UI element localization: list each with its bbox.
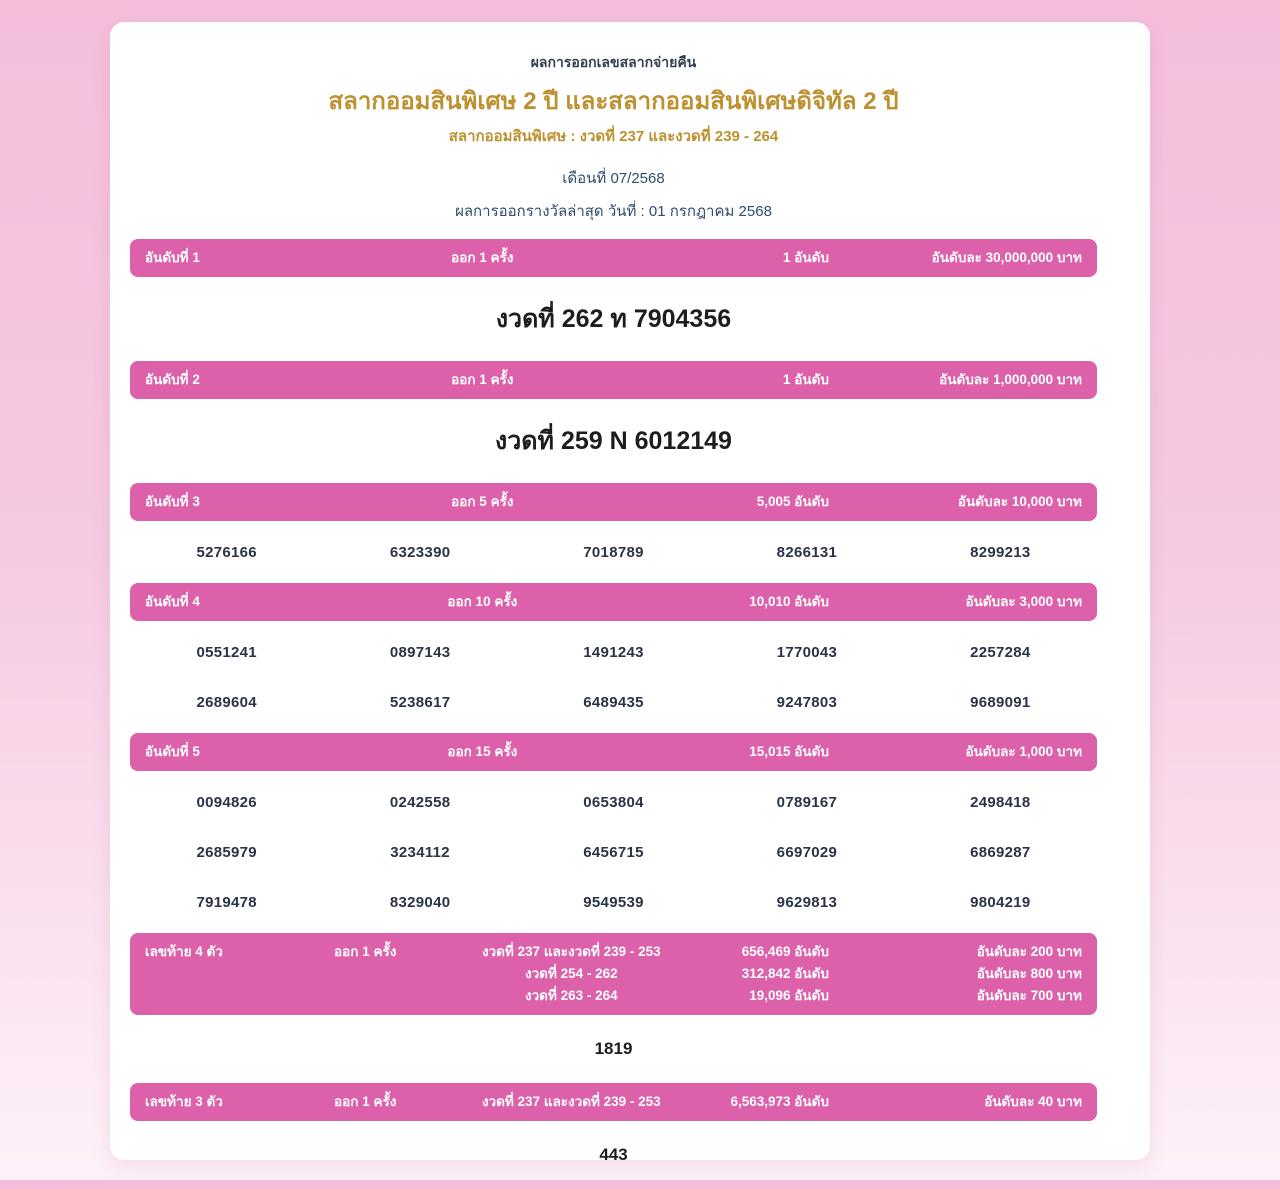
rank-label: อันดับที่ 1 — [145, 250, 200, 265]
winning-number: 2257284 — [970, 643, 1031, 661]
page-title: สลากออมสินพิเศษ 2 ปี และสลากออมสินพิเศษดิจิทัล 2 ปี — [328, 88, 899, 115]
winning-number: 9629813 — [776, 893, 838, 911]
winning-number: 0653804 — [583, 793, 644, 811]
prize-amount-label: อันดับละ 30,000,000 บาท — [931, 250, 1082, 265]
numbers-row — [130, 877, 1097, 927]
draw-range-subtitle: สลากออมสินพิเศษ : งวดที่ 237 และงวดที่ 239 - 264 — [448, 128, 779, 145]
tail-period-line: งวดที่ 237 และงวดที่ 239 - 253 — [481, 944, 661, 959]
winning-number: 0789167 — [776, 793, 838, 811]
winning-number: 8299213 — [970, 543, 1031, 561]
winner-count-label: 1 อันดับ — [783, 372, 829, 387]
rank-label: อันดับที่ 2 — [145, 372, 200, 387]
prize-banner — [130, 361, 1097, 399]
prize-rank-section — [130, 733, 1097, 933]
winner-count-label: 10,010 อันดับ — [749, 594, 829, 609]
prize-amount-label: อันดับละ 1,000,000 บาท — [939, 372, 1082, 387]
tail-count-line: 6,563,973 อันดับ — [730, 1094, 829, 1109]
prize-amount-label: อันดับละ 1,000 บาท — [965, 744, 1082, 759]
rank-label: อันดับที่ 3 — [145, 494, 200, 509]
prize-banner — [130, 583, 1097, 621]
winner-count-column — [698, 941, 829, 1007]
rank-label: อันดับที่ 5 — [145, 744, 200, 759]
winning-number: 2689604 — [196, 693, 257, 711]
winning-number: 3234112 — [390, 843, 450, 861]
tail-prize-line: อันดับละ 800 บาท — [976, 966, 1082, 981]
draw-count-label: ออก 10 ครั้ง — [447, 594, 518, 609]
winning-number: 6489435 — [583, 693, 644, 711]
tail-prize-line: อันดับละ 700 บาท — [976, 988, 1082, 1003]
lottery-results-card — [110, 22, 1150, 1164]
winner-count-label: 15,015 อันดับ — [749, 744, 829, 759]
prize-rank-section — [130, 361, 1097, 483]
winning-number: 1770043 — [776, 643, 838, 661]
period-column — [445, 1091, 698, 1113]
winning-number: 9804219 — [970, 893, 1031, 911]
prize-banner — [130, 483, 1097, 521]
month-label: เดือนที่ 07/2568 — [562, 170, 665, 187]
prize-rank-section — [130, 483, 1097, 583]
winning-number: 0551241 — [196, 643, 257, 661]
winner-count-label: 1 อันดับ — [783, 250, 829, 265]
page-subtitle: ผลการออกเลขสลากจ่ายคืน — [530, 54, 697, 70]
tail-number-section — [130, 933, 1097, 1083]
tail-period-line: งวดที่ 263 - 264 — [525, 988, 618, 1003]
tail-prize-banner — [130, 933, 1097, 1015]
winning-numbers-grid — [130, 621, 1097, 733]
tail-count-line: 656,469 อันดับ — [741, 944, 829, 959]
winning-number: 443 — [599, 1145, 628, 1164]
numbers-row — [130, 677, 1097, 727]
winner-count-label: 5,005 อันดับ — [756, 494, 829, 509]
numbers-row — [130, 777, 1097, 827]
numbers-row — [130, 627, 1097, 677]
winning-number: 1819 — [594, 1039, 633, 1058]
prize-amount-column — [829, 941, 1082, 1007]
prize-amount-label: อันดับละ 10,000 บาท — [957, 494, 1082, 509]
draw-count-label: ออก 1 ครั้ง — [334, 1094, 397, 1109]
results-header — [130, 52, 1097, 223]
winning-number: 8266131 — [776, 543, 838, 561]
prize-rank-section — [130, 239, 1097, 361]
tail-label: เลขท้าย 4 ตัว — [145, 944, 223, 959]
winner-count-column — [698, 1091, 829, 1113]
latest-draw-date: ผลการออกรางวัลล่าสุด วันที่ : 01 กรกฎาคม 2568 — [455, 203, 772, 220]
winning-number: 6456715 — [583, 843, 644, 861]
winning-number: 2498418 — [970, 793, 1031, 811]
prize-rank-section — [130, 583, 1097, 733]
prize-amount-column — [829, 1091, 1082, 1113]
tail-count-line: 312,842 อันดับ — [741, 966, 829, 981]
winning-number: 8329040 — [389, 893, 451, 911]
winning-number: 7018789 — [583, 543, 644, 561]
tail-prize-banner — [130, 1083, 1097, 1121]
tail-period-line: งวดที่ 237 และงวดที่ 239 - 253 — [481, 1094, 661, 1109]
draw-count-label: ออก 1 ครั้ง — [334, 944, 397, 959]
numbers-row — [130, 827, 1097, 877]
draw-count-label: ออก 1 ครั้ง — [451, 372, 514, 387]
rank-label: อันดับที่ 4 — [145, 594, 200, 609]
winning-numbers-grid — [130, 521, 1097, 583]
winning-number: 9689091 — [970, 693, 1031, 711]
winning-number: 7919478 — [196, 893, 257, 911]
winning-number: 9549539 — [583, 893, 644, 911]
winning-number: 5238617 — [389, 693, 451, 711]
period-column — [445, 941, 698, 1007]
prize-banner — [130, 239, 1097, 277]
tail-prize-line: อันดับละ 40 บาท — [984, 1094, 1082, 1109]
winning-number: งวดที่ 262 ท 7904356 — [495, 305, 732, 333]
tail-prize-line: อันดับละ 200 บาท — [976, 944, 1082, 959]
winning-number: 6869287 — [970, 843, 1031, 861]
draw-count-label: ออก 5 ครั้ง — [451, 494, 514, 509]
tail-period-line: งวดที่ 254 - 262 — [525, 966, 618, 981]
winning-number: 1491243 — [583, 643, 644, 661]
tail-label: เลขท้าย 3 ตัว — [145, 1094, 223, 1109]
prize-sections — [130, 239, 1097, 1189]
tail-number-section — [130, 1083, 1097, 1189]
winning-number: งวดที่ 259 N 6012149 — [495, 427, 732, 455]
winning-number: 0897143 — [389, 643, 451, 661]
prize-banner — [130, 733, 1097, 771]
draw-count-label: ออก 15 ครั้ง — [447, 744, 518, 759]
draw-count-label: ออก 1 ครั้ง — [451, 250, 514, 265]
winning-number: 2685979 — [196, 843, 257, 861]
tail-count-line: 19,096 อันดับ — [749, 988, 829, 1003]
winning-number: 9247803 — [776, 693, 838, 711]
winning-number: 6697029 — [776, 843, 838, 861]
winning-number: 6323390 — [389, 543, 451, 561]
winning-number: 0242558 — [389, 793, 451, 811]
winning-numbers-grid — [130, 771, 1097, 933]
numbers-row — [130, 527, 1097, 577]
winning-number: 5276166 — [196, 543, 257, 561]
prize-amount-label: อันดับละ 3,000 บาท — [965, 594, 1082, 609]
winning-number: 0094826 — [196, 793, 257, 811]
